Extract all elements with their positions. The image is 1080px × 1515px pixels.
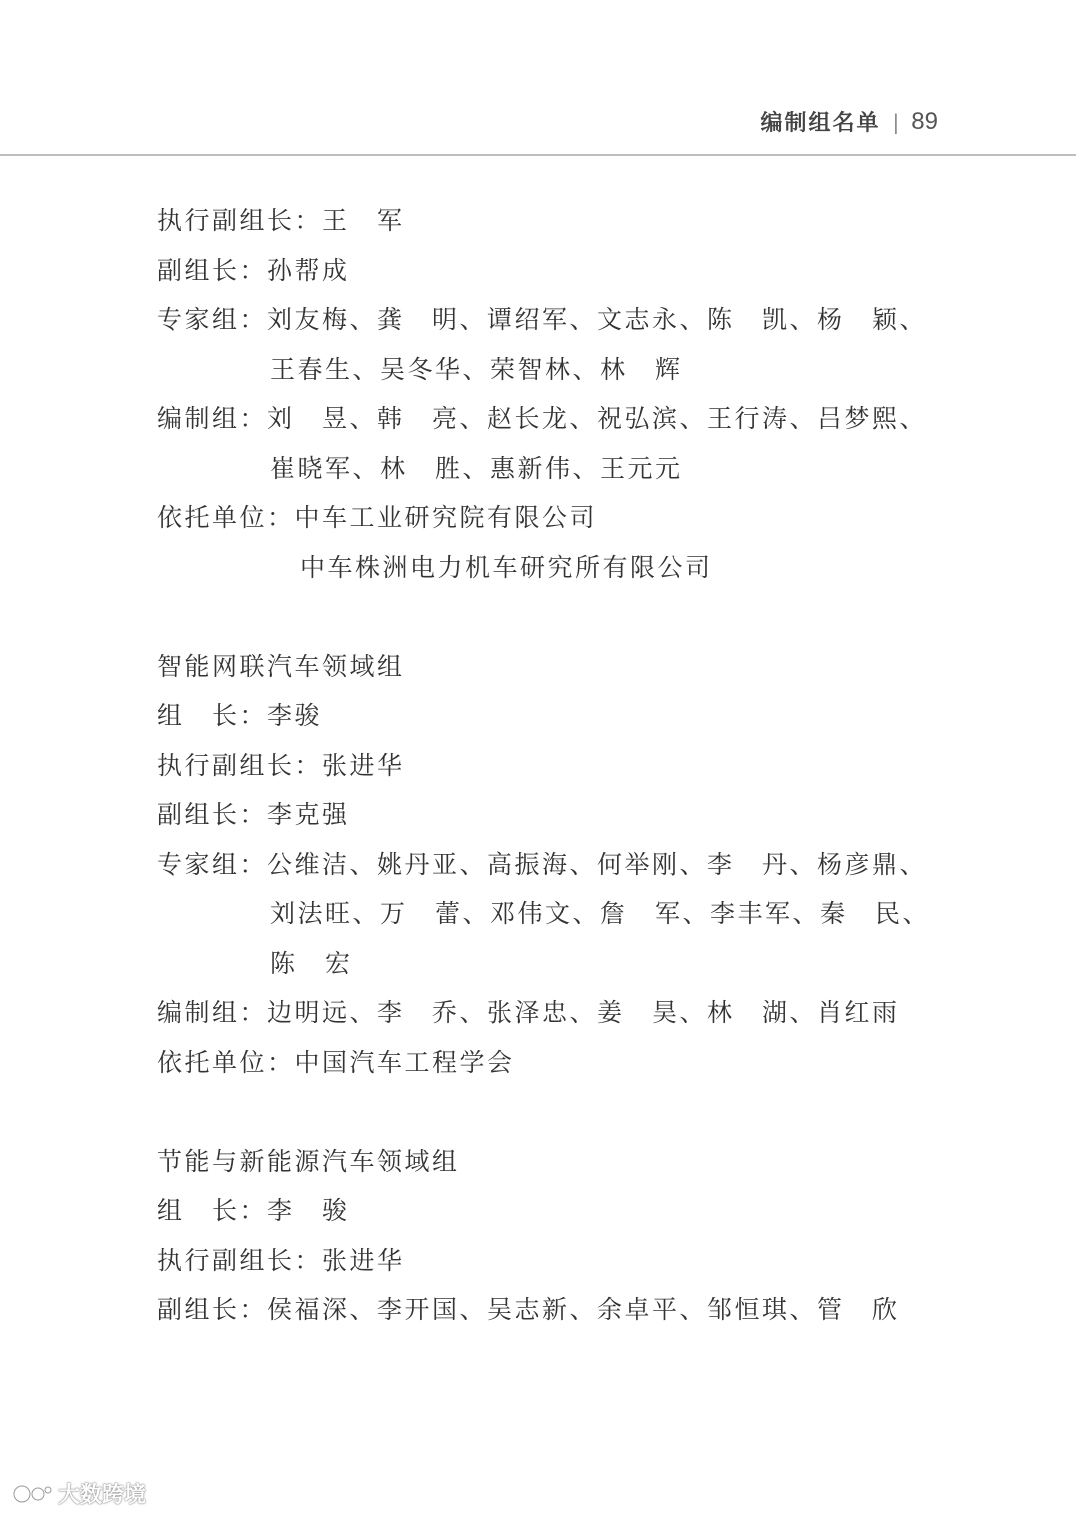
page-number: 89 — [911, 107, 938, 135]
text-line: 执行副组长：张进华 — [157, 1245, 405, 1275]
text-line: 编制组：边明远、李 乔、张泽忠、姜 昊、林 湖、肖红雨 — [157, 998, 900, 1027]
section-heading: 智能网联汽车领域组 — [157, 651, 405, 681]
section-gap — [157, 1087, 957, 1137]
watermark-text: 大数跨境 — [58, 1483, 147, 1508]
text-line: 中车株洲电力机车研究所有限公司 — [300, 552, 713, 582]
section-gap — [157, 592, 957, 642]
text-line: 刘法旺、万 蕾、邓伟文、詹 军、李丰军、秦 民、 — [270, 899, 931, 928]
text-line: 依托单位：中国汽车工程学会 — [157, 1047, 515, 1077]
header-separator: | — [892, 109, 900, 134]
page-body — [157, 196, 957, 1335]
header-rule — [0, 154, 1076, 156]
text-line: 崔晓军、林 胜、惠新伟、王元元 — [270, 453, 683, 483]
watermark — [12, 1478, 146, 1509]
text-line: 副组长：孙帮成 — [157, 255, 350, 285]
text-line: 执行副组长：王 军 — [157, 206, 405, 235]
text-line: 副组长：李克强 — [157, 800, 350, 829]
watermark-logo-icon — [12, 1481, 52, 1507]
text-line: 执行副组长：张进华 — [157, 750, 405, 780]
text-line: 组 长：李 骏 — [157, 1196, 350, 1225]
text-line: 副组长：侯福深、李开国、吴志新、余卓平、邹恒琪、管 欣 — [157, 1295, 900, 1324]
text-line: 编制组：刘 昱、韩 亮、赵长龙、祝弘滨、王行涛、吕梦熙、 — [157, 404, 928, 433]
running-header — [761, 106, 938, 137]
text-line: 专家组：公维洁、姚丹亚、高振海、何举刚、李 丹、杨彦鼎、 — [157, 849, 928, 879]
header-title: 编制组名单 — [760, 111, 881, 136]
text-line: 组 长：李骏 — [157, 701, 323, 730]
text-line: 专家组：刘友梅、龚 明、谭绍军、文志永、陈 凯、杨 颖、 — [157, 305, 928, 334]
text-line: 陈 宏 — [270, 948, 353, 978]
text-line: 依托单位：中车工业研究院有限公司 — [157, 503, 598, 532]
section-heading: 节能与新能源汽车领域组 — [157, 1146, 460, 1176]
text-line: 王春生、吴冬华、荣智林、林 辉 — [270, 354, 683, 384]
